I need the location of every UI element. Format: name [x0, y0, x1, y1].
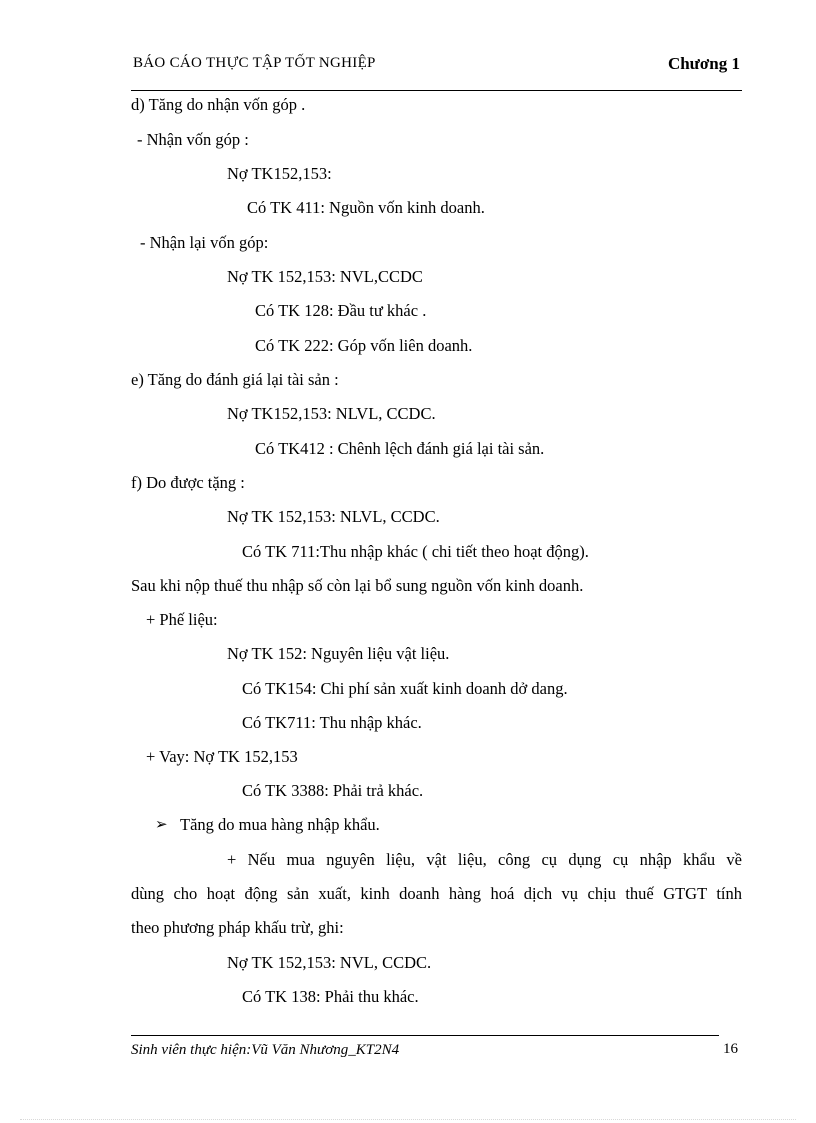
bullet-heading: Tăng do mua hàng nhập khẩu.	[180, 815, 380, 834]
text-line: Có TK154: Chi phí sản xuất kinh doanh dở dang.	[242, 679, 568, 698]
text-line: Sau khi nộp thuế thu nhập số còn lại bổ sung nguồn vốn kinh doanh.	[131, 576, 584, 595]
paragraph-line: + Nếu mua nguyên liệu, vật liệu, công cụ dụng cụ nhập khẩu về	[227, 850, 742, 869]
section-d-heading: d) Tăng do nhận vốn góp .	[131, 95, 306, 114]
header-divider	[131, 90, 742, 91]
text-line: - Nhận lại vốn góp:	[140, 233, 269, 252]
section-f-heading: f) Do được tặng :	[131, 473, 245, 492]
text-line: Nợ TK 152,153: NLVL, CCDC.	[227, 507, 440, 526]
text-line: - Nhận vốn góp :	[137, 130, 249, 149]
text-line: + Phế liệu:	[146, 610, 218, 629]
page-edge-divider	[20, 1119, 796, 1120]
section-e-heading: e) Tăng do đánh giá lại tài sản :	[131, 370, 339, 389]
text-line: Có TK 222: Góp vốn liên doanh.	[255, 336, 473, 355]
text-line: Có TK711: Thu nhập khác.	[242, 713, 422, 732]
running-header-chapter: Chương 1	[667, 54, 740, 73]
paragraph-line: theo phương pháp khấu trừ, ghi:	[131, 918, 344, 937]
text-line: Nợ TK 152,153: NVL, CCDC.	[227, 953, 432, 972]
text-line: Có TK 138: Phải thu khác.	[242, 987, 419, 1006]
paragraph-line: dùng cho hoạt động sản xuất, kinh doanh hàng hoá dịch vụ chịu thuế GTGT tính	[131, 884, 742, 903]
text-line: Có TK 411: Nguồn vốn kinh doanh.	[247, 198, 485, 217]
text-line: Có TK 711:Thu nhập khác ( chi tiết theo hoạt động).	[242, 542, 589, 561]
text-line: + Vay: Nợ TK 152,153	[146, 747, 298, 766]
running-header-title: BÁO CÁO THỰC TẬP TỐT NGHIỆP	[133, 55, 376, 71]
text-line: Có TK 3388: Phải trả khác.	[242, 781, 424, 800]
page-number: 16	[723, 1041, 738, 1057]
bullet-arrow-icon: ➢	[155, 817, 168, 833]
text-line: Có TK412 : Chênh lệch đánh giá lại tài sản.	[255, 439, 545, 458]
text-line: Nợ TK 152: Nguyên liệu vật liệu.	[227, 644, 450, 663]
footer-divider	[131, 1035, 719, 1036]
text-line: Nợ TK152,153: NLVL, CCDC.	[227, 404, 436, 423]
text-line: Có TK 128: Đầu tư khác .	[255, 301, 427, 320]
text-line: Nợ TK152,153:	[227, 164, 332, 183]
footer-author: Sinh viên thực hiện:Vũ Văn Nhương_KT2N4	[131, 1042, 400, 1058]
text-line: Nợ TK 152,153: NVL,CCDC	[227, 267, 423, 286]
